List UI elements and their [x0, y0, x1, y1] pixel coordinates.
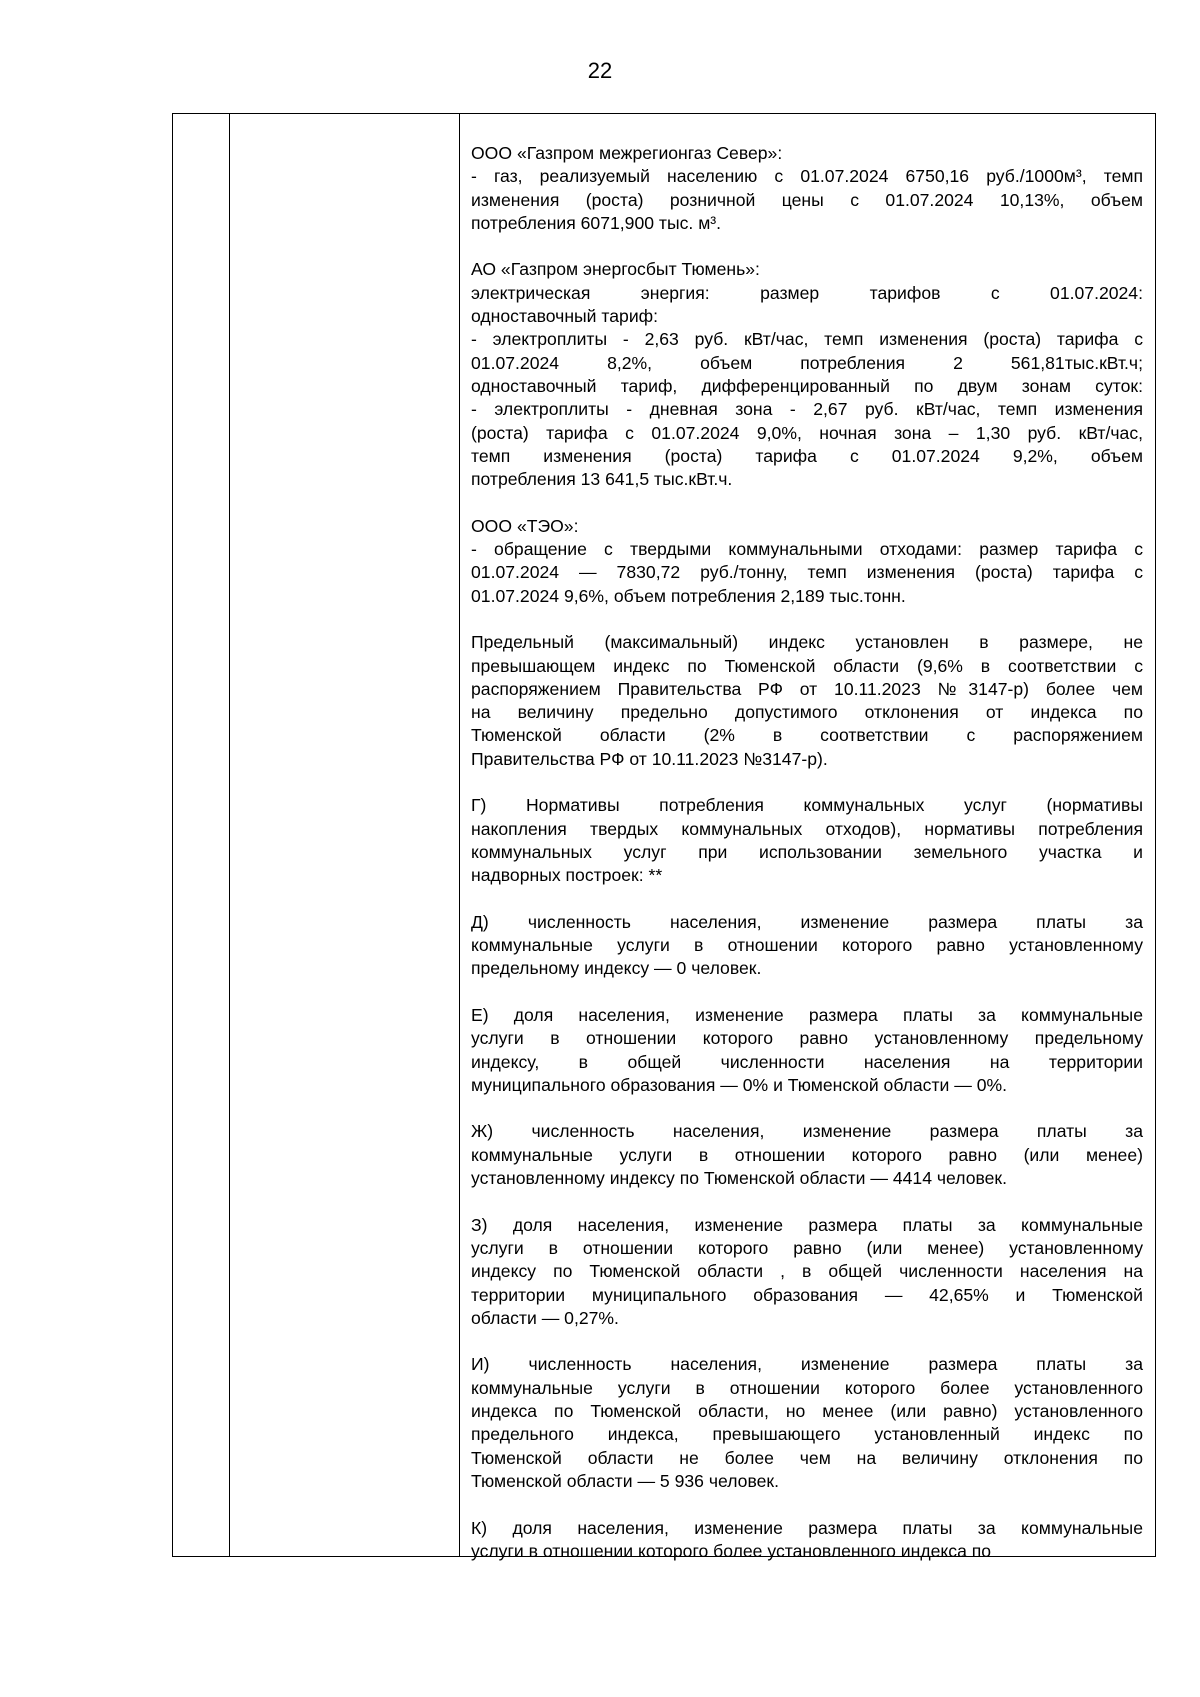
text-line: К) доля населения, изменение размера платы за коммунальные — [471, 1517, 1143, 1538]
paragraph — [471, 631, 1143, 771]
text-line: потребления 13 641,5 тыс.кВт.ч. — [471, 469, 733, 490]
text-line: надворных построек: ** — [471, 865, 663, 886]
text-line: услуги в отношении которого равно установленному предельному — [471, 1028, 1143, 1049]
text-line: (роста) тарифа с 01.07.2024 9,0%, ночная зона – 1,30 руб. кВт/час, — [471, 422, 1143, 443]
text-line: области — 0,27%. — [471, 1307, 619, 1328]
text-line: изменения (роста) розничной цены с 01.07.2024 10,13%, объем — [471, 189, 1143, 210]
text-line: превышающем индекс по Тюменской области (9,6% в соответствии с — [471, 655, 1143, 676]
paragraph — [471, 142, 1143, 235]
text-cell — [471, 142, 1143, 1586]
paragraph — [471, 794, 1143, 887]
text-line: распоряжением Правительства РФ от 10.11.2023 №3147-р) более чем — [471, 678, 1143, 699]
text-line: Тюменской области (2% в соответствии с распоряжением — [471, 725, 1143, 746]
text-line: 01.07.2024 9,6%, объем потребления 2,189 тыс.тонн. — [471, 585, 906, 606]
text-line: ООО «Газпром межрегионгаз Север»: — [471, 143, 783, 163]
paragraph — [471, 1120, 1143, 1190]
paragraph — [471, 1517, 1143, 1564]
paragraph — [471, 911, 1143, 981]
text-line: коммунальных услуг при использовании земельного участка и — [471, 841, 1143, 862]
text-line: 01.07.2024 8,2%, объем потребления 2 561,81тыс.кВт.ч; — [471, 352, 1143, 373]
text-line: Тюменской области — 5 936 человек. — [471, 1470, 779, 1491]
text-line: индексу по Тюменской области , в общей численности населения на — [471, 1261, 1143, 1282]
document-table — [172, 113, 1156, 1561]
text-line: - электроплиты - дневная зона - 2,67 руб. кВт/час, темп изменения — [471, 399, 1143, 420]
column-divider-2 — [459, 114, 460, 1556]
text-line: ООО «ТЭО»: — [471, 515, 579, 536]
text-line: АО «Газпром энергосбыт Тюмень»: — [471, 259, 760, 280]
text-line: предельного индекса, превышающего установленный индекс по — [471, 1424, 1143, 1445]
text-line: коммунальные услуги в отношении которого равно установленному — [471, 935, 1143, 956]
paragraph — [471, 1353, 1143, 1493]
text-line: Тюменской области не более чем на величину отклонения по — [471, 1447, 1143, 1468]
text-line: муниципального образования — 0% и Тюменской области — 0%. — [471, 1074, 1008, 1095]
text-line: - обращение с твердыми коммунальными отходами: размер тарифа с — [471, 539, 1143, 560]
text-line: Е) доля населения, изменение размера платы за коммунальные — [471, 1004, 1143, 1025]
text-line: электрическая энергия: размер тарифов с 01.07.2024: — [471, 282, 1143, 303]
paragraph — [471, 515, 1143, 608]
text-line: Ж) численность населения, изменение размера платы за — [471, 1121, 1143, 1142]
text-line: накопления твердых коммунальных отходов), нормативы потребления — [471, 818, 1143, 839]
column-divider-1 — [229, 114, 230, 1556]
text-line: предельному индексу — 0 человек. — [471, 958, 762, 979]
text-line: 01.07.2024 — 7830,72 руб./тонну, темп изменения (роста) тарифа с — [471, 562, 1143, 583]
text-line: территории муниципального образования — 42,65% и Тюменской — [471, 1284, 1143, 1305]
text-line: одноставочный тариф, дифференцированный по двум зонам суток: — [471, 375, 1143, 396]
text-line: Правительства РФ от 10.11.2023 №3147-р). — [471, 748, 828, 769]
text-line: Д) численность населения, изменение размера платы за — [471, 911, 1143, 932]
text-line: одноставочный тариф: — [471, 306, 659, 327]
text-line: - электроплиты - 2,63 руб. кВт/час, темп изменения (роста) тарифа с — [471, 329, 1143, 350]
text-line: индекса по Тюменской области, но менее (или равно) установленного — [471, 1401, 1143, 1422]
text-line: индексу, в общей численности населения на территории — [471, 1051, 1143, 1072]
paragraph — [471, 1214, 1143, 1330]
text-line: услуги в отношении которого равно (или менее) установленному — [471, 1237, 1143, 1258]
paragraph — [471, 1004, 1143, 1097]
text-line: услуги в отношении которого более установленного индекса по — [471, 1540, 992, 1561]
text-line: - газ, реализуемый населению с 01.07.2024 6750,16 руб./1000м³, темп — [471, 166, 1143, 187]
text-line: установленному индексу по Тюменской области — 4414 человек. — [471, 1168, 1007, 1189]
text-line: Предельный (максимальный) индекс установлен в размере, не — [471, 632, 1143, 653]
text-line: И) численность населения, изменение размера платы за — [471, 1354, 1143, 1375]
text-line: Г) Нормативы потребления коммунальных услуг (нормативы — [471, 795, 1143, 816]
text-line: З) доля населения, изменение размера платы за коммунальные — [471, 1214, 1143, 1235]
text-line: коммунальные услуги в отношении которого более установленного — [471, 1377, 1143, 1398]
text-line: темп изменения (роста) тарифа с 01.07.2024 9,2%, объем — [471, 445, 1143, 466]
page-number: 22 — [587, 58, 613, 83]
paragraph — [471, 258, 1143, 491]
text-line: коммунальные услуги в отношении которого равно (или менее) — [471, 1144, 1143, 1165]
text-line: на величину предельно допустимого отклонения от индекса по — [471, 702, 1143, 723]
text-line: потребления 6071,900 тыс. м³. — [471, 212, 722, 233]
